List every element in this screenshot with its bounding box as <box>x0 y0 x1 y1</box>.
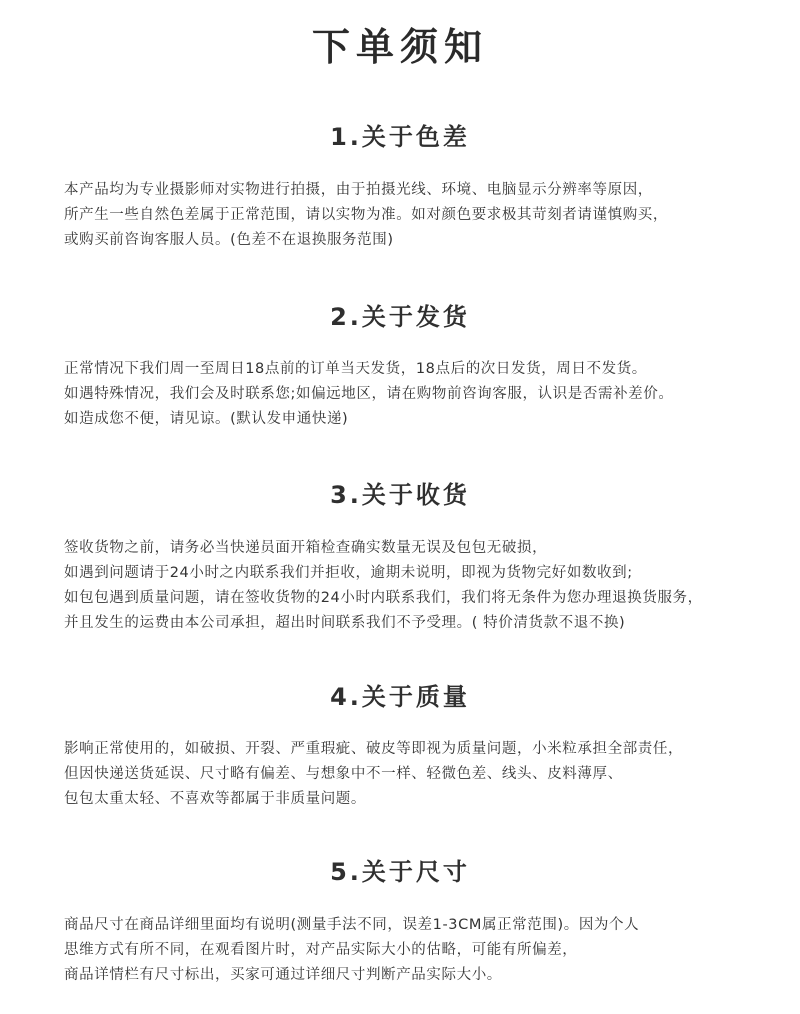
paragraph-line: 思维方式有所不同，在观看图片时，对产品实际大小的估略，可能有所偏差， <box>64 942 578 958</box>
paragraph-line: 如遇到问题请于24小时之内联系我们并拒收，逾期未说明，即视为货物完好如数收到; <box>64 565 633 581</box>
section-quality <box>0 680 800 714</box>
section-body-size <box>64 913 774 988</box>
paragraph-line: 商品尺寸在商品详细里面均有说明(测量手法不同，误差1-3CM属正常范围)。因为个人 <box>64 917 640 933</box>
section-title: 5.关于尺寸 <box>330 858 470 886</box>
section-title: 4.关于质量 <box>330 683 470 711</box>
section-size <box>0 855 800 889</box>
section-title: 1.关于色差 <box>330 123 470 151</box>
section-shipping <box>0 300 800 334</box>
paragraph-line: 如遇特殊情况，我们会及时联系您;如偏远地区，请在购物前咨询客服，认识是否需补差价。 <box>64 386 674 402</box>
paragraph-line: 商品详情栏有尺寸标出，买家可通过详细尺寸判断产品实际大小。 <box>64 967 502 983</box>
section-body-quality <box>64 737 774 812</box>
section-color-difference <box>0 120 800 154</box>
paragraph-line: 并且发生的运费由本公司承担，超出时间联系我们不予受理。( 特价清货款不退不换) <box>64 615 626 631</box>
paragraph-line: 但因快递送货延误、尺寸略有偏差、与想象中不一样、轻微色差、线头、皮料薄厚、 <box>64 766 623 782</box>
paragraph-line: 正常情况下我们周一至周日18点前的订单当天发货，18点后的次日发货，周日不发货。 <box>64 361 647 377</box>
section-receiving <box>0 478 800 512</box>
page-title: 下单须知 <box>311 25 488 69</box>
paragraph-line: 或购买前咨询客服人员。(色差不在退换服务范围) <box>64 232 394 248</box>
section-title: 2.关于发货 <box>330 303 470 331</box>
paragraph-line: 影响正常使用的，如破损、开裂、严重瑕疵、破皮等即视为质量问题，小米粒承担全部责任， <box>64 741 684 757</box>
paragraph-line: 如造成您不便，请见谅。(默认发申通快递) <box>64 411 349 427</box>
section-body-color-difference <box>64 178 774 253</box>
section-body-shipping <box>64 357 774 432</box>
paragraph-line: 所产生一些自然色差属于正常范围，请以实物为准。如对颜色要求极其苛刻者请谨慎购买， <box>64 207 668 223</box>
paragraph-line: 本产品均为专业摄影师对实物进行拍摄，由于拍摄光线、环境、电脑显示分辨率等原因， <box>64 182 653 198</box>
paragraph-line: 如包包遇到质量问题，请在签收货物的24小时内联系我们，我们将无条件为您办理退换货服务， <box>64 590 703 606</box>
section-body-receiving <box>64 536 774 636</box>
paragraph-line: 签收货物之前，请务必当快递员面开箱检查确实数量无误及包包无破损， <box>64 540 548 556</box>
paragraph-line: 包包太重太轻、不喜欢等都属于非质量问题。 <box>64 791 366 807</box>
section-title: 3.关于收货 <box>330 481 470 509</box>
